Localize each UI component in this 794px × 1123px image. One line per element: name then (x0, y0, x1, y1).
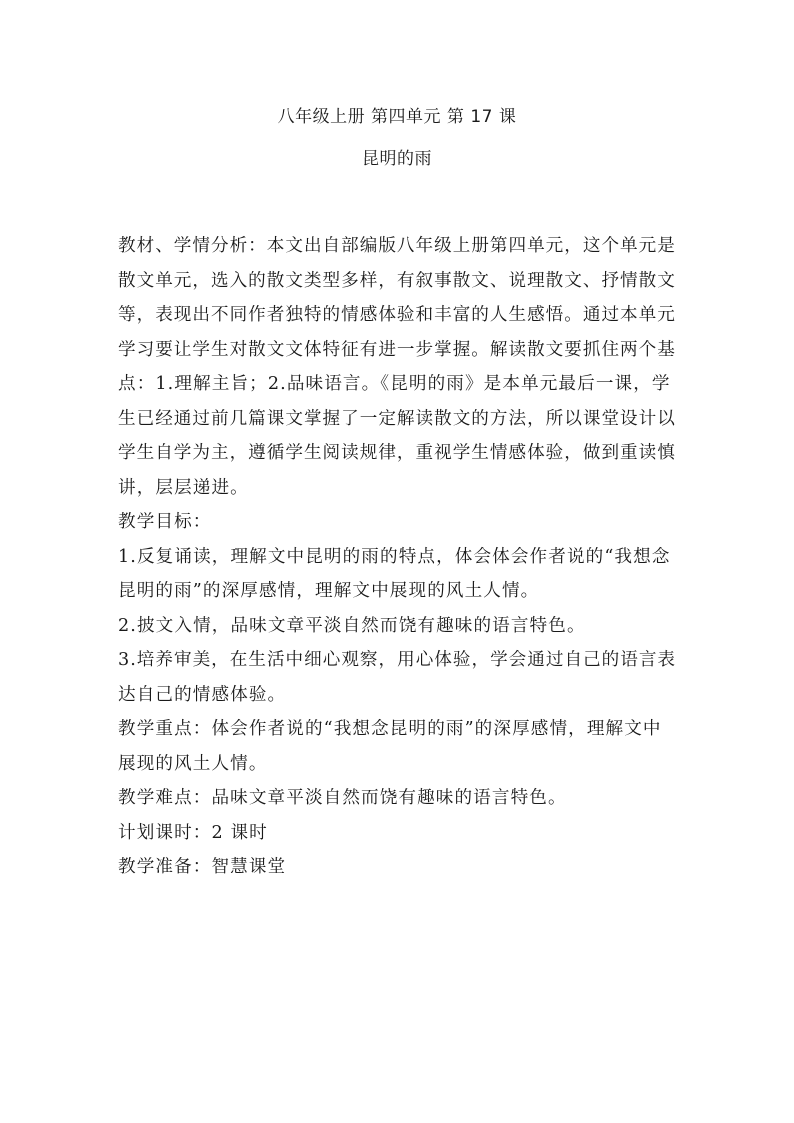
key-points-paragraph (118, 712, 678, 781)
text-line: 学习要让学生对散文文体特征有进一步掌握。解读散文要抓住两个基 (118, 339, 676, 360)
unit-heading: 八年级上册 第四单元 第 17 课 (277, 107, 517, 127)
document-body (118, 229, 678, 885)
text-line: 教材、学情分析：本文出自部编版八年级上册第四单元，这个单元是 (118, 236, 676, 256)
text-line: 点：1.理解主旨；2.品味语言。《昆明的雨》是本单元最后一课，学 (118, 374, 671, 394)
text-line: 等，表现出不同作者独特的情感体验和丰富的人生感悟。通过本单元 (118, 305, 676, 325)
text-line: 教学重点：体会作者说的“我想念昆明的雨”的深厚感情，理解文中 (118, 719, 662, 739)
section-heading: 教学目标： (118, 512, 212, 532)
lesson-title: 昆明的雨 (362, 149, 432, 169)
schedule-paragraph (118, 816, 678, 851)
objective-item-2 (118, 609, 678, 644)
objective-item-3 (118, 643, 678, 712)
text-line: 计划课时：2 课时 (118, 822, 268, 843)
analysis-paragraph (118, 229, 678, 505)
text-line: 3.培养审美，在生活中细心观察，用心体验，学会通过自己的语言表 (118, 650, 677, 670)
text-line: 生已经通过前几篇课文掌握了一定解读散文的方法，所以课堂设计以 (118, 408, 676, 429)
text-line: 讲，层层递进。 (118, 477, 249, 498)
text-line: 散文单元，选入的散文类型多样，有叙事散文、说理散文、抒情散文 (118, 270, 676, 291)
text-line: 1.反复诵读，理解文中昆明的雨的特点，体会体会作者说的“我想念 (118, 546, 671, 567)
text-line: 展现的风土人情。 (118, 753, 268, 774)
text-line: 昆明的雨”的深厚感情，理解文中展现的风土人情。 (118, 581, 540, 601)
difficulty-paragraph (118, 781, 678, 816)
text-line: 达自己的情感体验。 (118, 684, 287, 705)
text-line: 2.披文入情，品味文章平淡自然而饶有趣味的语言特色。 (118, 615, 586, 636)
text-line: 教学难点：品味文章平淡自然而饶有趣味的语言特色。 (118, 788, 567, 808)
objective-item-1 (118, 540, 678, 609)
objectives-heading (118, 505, 678, 540)
text-line: 教学准备：智慧课堂 (118, 857, 287, 877)
preparation-paragraph (118, 850, 678, 885)
text-line: 学生自学为主，遵循学生阅读规律，重视学生情感体验，做到重读慎 (118, 443, 676, 463)
